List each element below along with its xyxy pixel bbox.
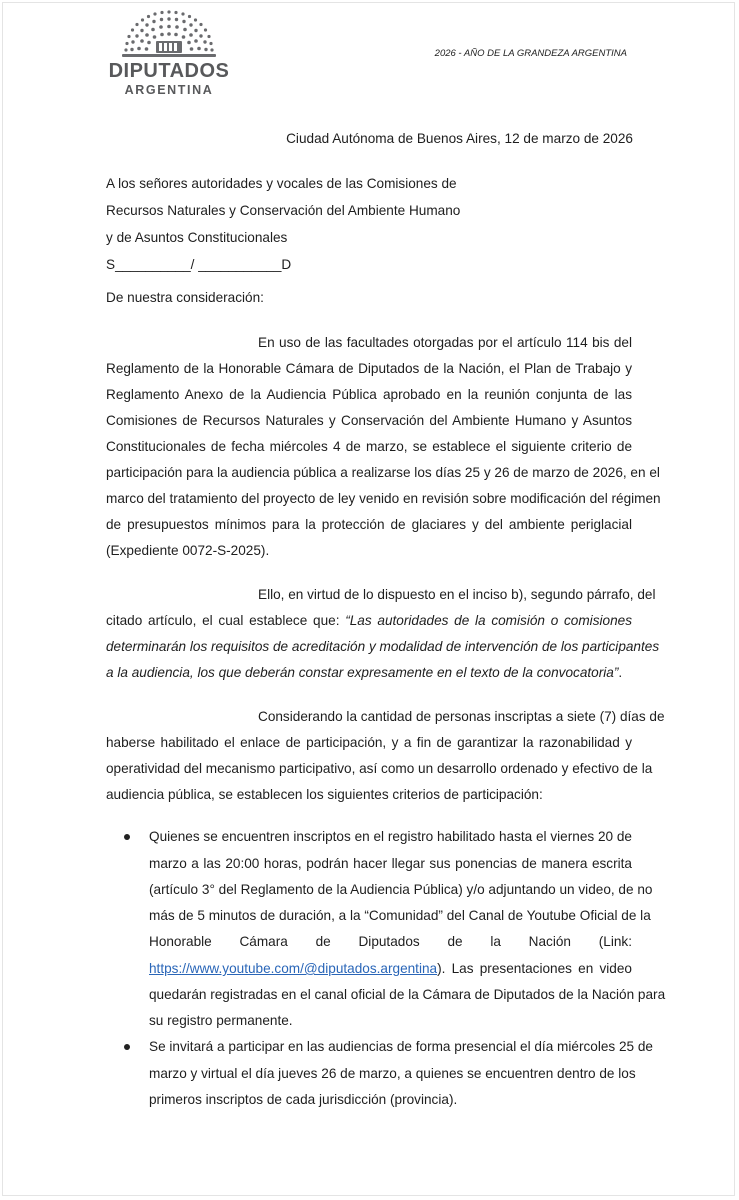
- plain-text: ). Las presentaciones en video: [437, 961, 632, 976]
- bullet-line: quedarán registradas en el canal oficial de la Cámara de Diputados de la Nación para: [149, 987, 666, 1002]
- bullet-icon: [124, 1044, 130, 1050]
- paragraph-line: marco del tratamiento del proyecto de ley venido en revisión sobre modificación del régimen: [106, 491, 661, 506]
- plain-text: citado artículo, el cual establece que:: [106, 613, 346, 628]
- recipient-line: y de Asuntos Constitucionales: [106, 230, 288, 245]
- paragraph-line: Ello, en virtud de lo dispuesto en el inciso b), segundo párrafo, del: [258, 587, 656, 602]
- bullet-line: más de 5 minutos de duración, a la “Comunidad” del Canal de Youtube Oficial de la: [149, 908, 651, 923]
- bullet-line: [149, 956, 632, 982]
- paragraph-line: (Expediente 0072-S-2025).: [106, 543, 270, 558]
- youtube-link[interactable]: https://www.youtube.com/@diputados.argentina: [149, 961, 438, 976]
- bullet-line: marzo y virtual el día jueves 26 de marzo, a quienes se encuentren dentro de los: [149, 1066, 636, 1081]
- quote-line: determinarán los requisitos de acreditación y modalidad de intervención de los participantes: [106, 639, 660, 654]
- bullet-line: primeros inscriptos de cada jurisdicción (provincia).: [149, 1092, 458, 1107]
- paragraph-line: Reglamento Anexo de la Audiencia Pública aprobado en la reunión conjunta de las: [106, 387, 632, 402]
- bullet-line: (artículo 3° del Reglamento de la Audiencia Pública) y/o adjuntando un video, de no: [149, 882, 653, 897]
- place-date: Ciudad Autónoma de Buenos Aires, 12 de marzo de 2026: [286, 131, 633, 146]
- paragraph-line: participación para la audiencia pública a realizarse los días 25 y 26 de marzo de 2026, en el: [106, 465, 660, 480]
- quote-text: “Las autoridades de la comisión o comisiones: [345, 613, 632, 628]
- paragraph-line: haberse habilitado el enlace de participación, y a fin de garantizar la razonabilidad y: [106, 735, 632, 750]
- paragraph-line: Comisiones de Recursos Naturales y Conservación del Ambiente Humano y Asuntos: [106, 413, 632, 428]
- logo-country: ARGENTINA: [124, 83, 214, 97]
- paragraph-line: [106, 608, 632, 634]
- bullet-line: Quienes se encuentren inscriptos en el registro habilitado hasta el viernes 20 de: [149, 829, 632, 844]
- bullet-line: Se invitará a participar en las audiencias de forma presencial el día miércoles 25 de: [149, 1039, 653, 1054]
- paragraph-line: Constitucionales de fecha miércoles 4 de marzo, se establece el siguiente criterio de: [106, 439, 632, 454]
- bullet-line: su registro permanente.: [149, 1013, 293, 1028]
- logo-name: DIPUTADOS: [108, 60, 230, 82]
- recipient-line: A los señores autoridades y vocales de las Comisiones de: [106, 176, 457, 191]
- bullet-line: Honorable Cámara de Diputados de la Nación (Link:: [149, 934, 632, 949]
- quote-text: a la audiencia, los que deberán constar expresamente en el texto de la convocatoria”: [106, 665, 619, 680]
- recipient-line: Recursos Naturales y Conservación del Ambiente Humano: [106, 203, 461, 218]
- paragraph-line: En uso de las facultades otorgadas por el artículo 114 bis del: [258, 335, 632, 350]
- paragraph-line: operatividad del mecanismo participativo, así como un desarrollo ordenado y efectivo de la: [106, 761, 653, 776]
- paragraph-line: de presupuestos mínimos para la protección de glaciares y del ambiente periglacial: [106, 517, 632, 532]
- header-motto: 2026 - AÑO DE LA GRANDEZA ARGENTINA: [434, 48, 627, 59]
- recipient-line: S__________/ ___________D: [106, 257, 292, 272]
- bullet-line: marzo a las 20:00 horas, podrán hacer llegar sus ponencias de manera escrita: [149, 856, 632, 871]
- salutation: De nuestra consideración:: [106, 290, 264, 305]
- bullet-icon: [124, 834, 130, 840]
- paragraph-line: Considerando la cantidad de personas inscriptas a siete (7) días de: [258, 709, 665, 724]
- paragraph-line: Reglamento de la Honorable Cámara de Diputados de la Nación, el Plan de Trabajo y: [106, 361, 632, 376]
- plain-text: .: [618, 665, 623, 680]
- paragraph-line: audiencia pública, se establecen los siguientes criterios de participación:: [106, 787, 543, 802]
- diputados-logo: [105, 8, 233, 97]
- congress-dome-icon: [122, 8, 216, 58]
- paragraph-line: [106, 660, 632, 686]
